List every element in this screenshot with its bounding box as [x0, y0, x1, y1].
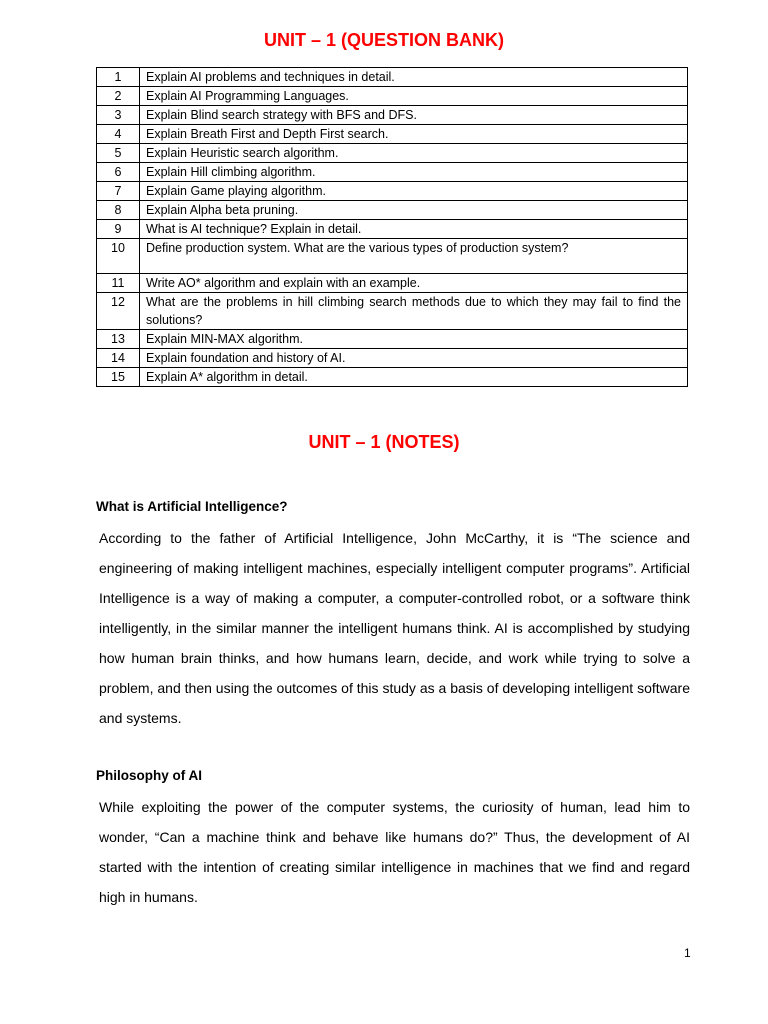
table-row — [97, 144, 688, 163]
question-text: Explain Blind search strategy with BFS and DFS. — [140, 106, 688, 125]
question-number: 9 — [97, 220, 140, 239]
question-text: Explain Alpha beta pruning. — [140, 201, 688, 220]
question-text: Explain A* algorithm in detail. — [140, 368, 688, 387]
table-row — [97, 106, 688, 125]
question-text: Explain Heuristic search algorithm. — [140, 144, 688, 163]
question-text: What is AI technique? Explain in detail. — [140, 220, 688, 239]
question-number: 8 — [97, 201, 140, 220]
question-text: Explain Hill climbing algorithm. — [140, 163, 688, 182]
table-row — [97, 239, 688, 274]
table-row — [97, 163, 688, 182]
question-number: 3 — [97, 106, 140, 125]
table-row — [97, 87, 688, 106]
notes-title: UNIT – 1 (NOTES) — [308, 432, 460, 452]
question-text: Explain MIN-MAX algorithm. — [140, 330, 688, 349]
question-number: 12 — [97, 293, 140, 330]
table-row — [97, 368, 688, 387]
question-text: Explain Game playing algorithm. — [140, 182, 688, 201]
question-text: Explain Breath First and Depth First search. — [140, 125, 688, 144]
table-row — [97, 349, 688, 368]
question-number: 10 — [97, 239, 140, 274]
section-body-what-is-ai: According to the father of Artificial Intelligence, John McCarthy, it is “The science and engineering of making intelligent machines, especially intelligent computer programs”. Artificial Intelligence is a way of making a computer, a computer-controlled robot, or a software think intelligently, in the similar manner the intelligent humans think. AI is accomplished by studying how human brain thinks, and how humans learn, decide, and work while trying to solve a problem, and then using the outcomes of this study as a basis of developing intelligent software and systems. — [99, 530, 690, 726]
table-row — [97, 125, 688, 144]
question-text: What are the problems in hill climbing search methods due to which they may fail to find the solutions? — [140, 293, 688, 330]
question-bank-table — [96, 67, 688, 387]
question-bank-title: UNIT – 1 (QUESTION BANK) — [263, 30, 504, 50]
question-number: 5 — [97, 144, 140, 163]
question-number: 15 — [97, 368, 140, 387]
table-row — [97, 220, 688, 239]
table-row — [97, 330, 688, 349]
question-number: 14 — [97, 349, 140, 368]
question-text: Write AO* algorithm and explain with an example. — [140, 274, 688, 293]
question-number: 6 — [97, 163, 140, 182]
section-heading-what-is-ai: What is Artificial Intelligence? — [96, 499, 288, 514]
question-number: 1 — [97, 68, 140, 87]
question-number: 2 — [97, 87, 140, 106]
section-heading-philosophy: Philosophy of AI — [96, 768, 202, 783]
question-text: Explain foundation and history of AI. — [140, 349, 688, 368]
question-number: 11 — [97, 274, 140, 293]
table-row — [97, 182, 688, 201]
question-number: 4 — [97, 125, 140, 144]
question-number: 7 — [97, 182, 140, 201]
question-number: 13 — [97, 330, 140, 349]
question-text: Explain AI problems and techniques in detail. — [140, 68, 688, 87]
table-row — [97, 293, 688, 330]
section-body-philosophy: While exploiting the power of the computer systems, the curiosity of human, lead him to wonder, “Can a machine think and behave like humans do?” Thus, the development of AI started with the intention of creating similar intelligence in machines that we find and regard high in humans. — [99, 799, 690, 905]
question-text: Explain AI Programming Languages. — [140, 87, 688, 106]
table-row — [97, 201, 688, 220]
question-text: Define production system. What are the various types of production system? — [140, 239, 688, 274]
table-row — [97, 274, 688, 293]
table-row — [97, 68, 688, 87]
page-number: 1 — [684, 946, 691, 960]
